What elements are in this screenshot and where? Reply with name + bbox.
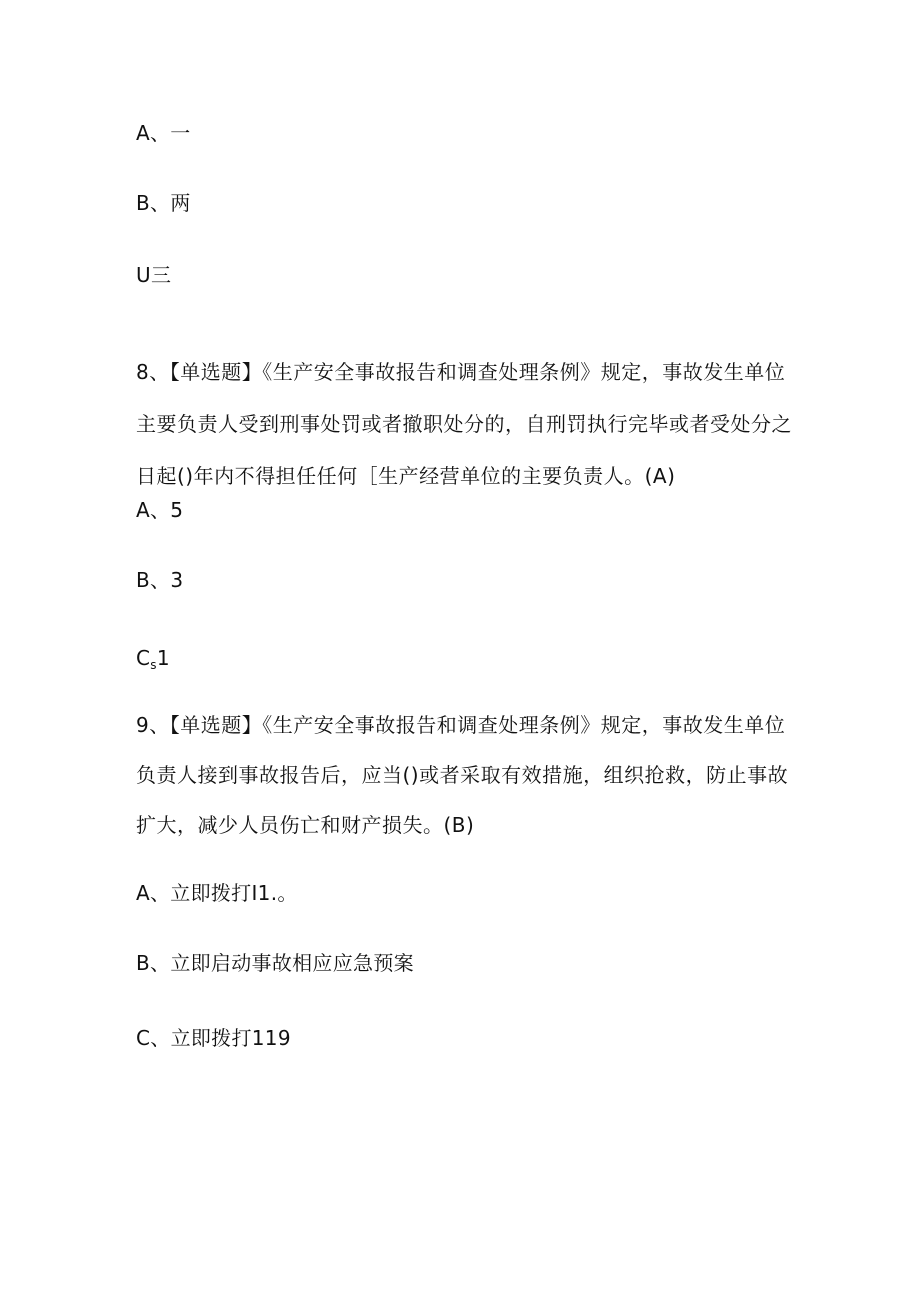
q7-option-c: U三 xyxy=(136,263,172,287)
question-8 xyxy=(136,352,796,496)
q8-option-b: B、3 xyxy=(136,568,184,592)
q8-option-c-sub: s xyxy=(150,658,157,672)
q8-option-c-letter: C xyxy=(136,646,151,670)
question-8-line-1: 8、【单选题】《生产安全事故报告和调查处理条例》规定，事故发生单位 xyxy=(136,360,786,384)
question-8-line-3: 日起()年内不得担任任何［生产经营单位的主要负责人。(A) xyxy=(136,464,676,488)
q8-option-a: A、5 xyxy=(136,498,184,522)
question-8-line-2: 主要负责人受到刑事处罚或者撤职处分的，自刑罚执行完毕或者受处分之 xyxy=(136,412,792,436)
q8-option-c xyxy=(136,638,796,685)
question-9 xyxy=(136,705,796,845)
q7-option-b: B、两 xyxy=(136,191,191,215)
question-9-line-2: 负责人接到事故报告后，应当()或者采取有效措施，组织抢救，防止事故 xyxy=(136,763,789,787)
q7-option-a: A、一 xyxy=(136,121,191,145)
question-9-line-1: 9、【单选题】《生产安全事故报告和调查处理条例》规定，事故发生单位 xyxy=(136,713,786,737)
q8-option-c-value: 1 xyxy=(156,646,170,670)
question-9-line-3: 扩大，减少人员伤亡和财产损失。(B) xyxy=(136,813,475,837)
q9-option-a: A、立即拨打I1.。 xyxy=(136,881,298,905)
q9-option-b: B、立即启动事故相应应急预案 xyxy=(136,951,414,975)
q9-option-c: C、立即拨打119 xyxy=(136,1026,291,1050)
